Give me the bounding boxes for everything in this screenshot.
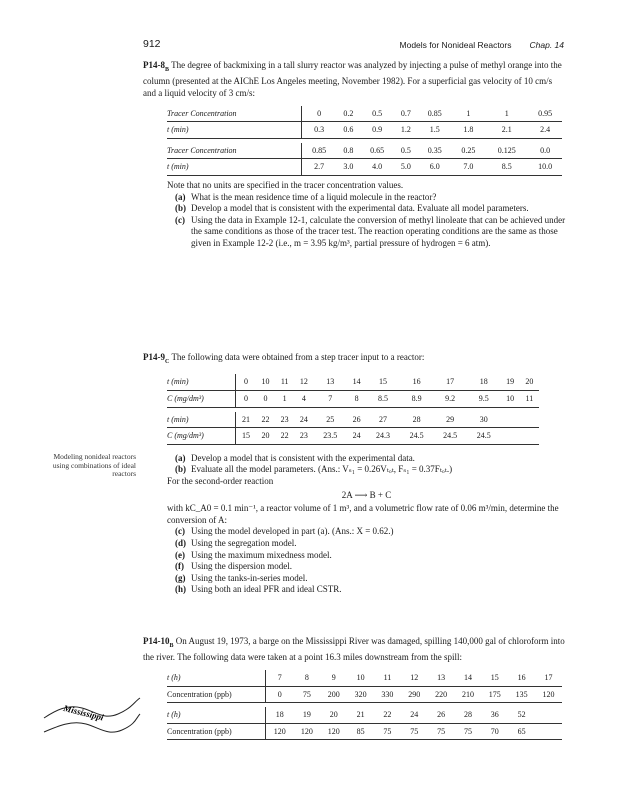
table-cell: Tracer Concentration — [167, 143, 302, 159]
table-cell: 21 — [236, 412, 256, 428]
list-item: (c) Using the model developed in part (a). (Ans.: X = 0.62.) — [175, 526, 394, 537]
table-cell: 0.8 — [336, 143, 360, 159]
table-cell: 15 — [366, 374, 400, 390]
step-tracer-table — [167, 374, 539, 444]
table-row — [167, 159, 562, 176]
table-cell: C (mg/dm³) — [167, 390, 236, 407]
table-cell — [520, 412, 539, 428]
table-row — [167, 686, 562, 703]
table-cell: 1 — [485, 106, 528, 122]
table-cell: 0 — [256, 390, 275, 407]
problem-14-10 — [143, 636, 566, 744]
table-cell: 25 — [313, 412, 347, 428]
table-cell: 210 — [455, 686, 482, 703]
table-cell: 135 — [508, 686, 535, 703]
problem-14-9-statement — [143, 352, 566, 368]
table-cell: 24.3 — [366, 428, 400, 445]
problem-text: The degree of backmixing in a tall slurry reactor was analyzed by injecting a pulse of methyl orange into the column (presented at the AIChE Los Angeles meeting, November 1982). For a superficial gas velocity of 10 cm/s and a liquid velocity of 3 cm/s: — [143, 60, 562, 98]
table-cell: 24 — [294, 412, 313, 428]
note-text: Note that no units are specified in the tracer concentration values. — [167, 179, 404, 190]
problem-id: $P14-10_B$ — [143, 636, 174, 649]
river-sketch-icon — [42, 692, 142, 740]
part-list — [167, 192, 566, 250]
table-cell: 7 — [313, 390, 347, 407]
table-cell: 10 — [347, 670, 374, 686]
table-cell: 21 — [347, 707, 374, 723]
table-cell: 20 — [256, 428, 275, 445]
table-cell: t (min) — [167, 412, 236, 428]
table-cell: Concentration (ppb) — [167, 686, 266, 703]
table-cell: 3.0 — [336, 159, 360, 176]
table-cell: 1 — [275, 390, 294, 407]
table-cell: 330 — [374, 686, 401, 703]
table-row — [167, 412, 539, 428]
table-cell: 0 — [236, 390, 256, 407]
table-cell: 23 — [275, 412, 294, 428]
table-cell: 0.2 — [336, 106, 360, 122]
table-cell: 0 — [302, 106, 337, 122]
conditions-text: with kC_A0 = 0.1 min⁻¹, a reactor volume of 1 m³, and a volumetric flow rate of 0.06 m³/min, determine the conversion of A: — [167, 503, 559, 525]
part-list — [167, 526, 566, 596]
problem-14-10-statement — [143, 636, 566, 664]
table-cell: 0.95 — [528, 106, 562, 122]
table-cell: 13 — [428, 670, 455, 686]
table-cell: 0.5 — [360, 106, 394, 122]
table-cell: t (min) — [167, 159, 302, 176]
table-cell: 0.35 — [418, 143, 452, 159]
problem-id: $P14-8_B$ — [143, 60, 170, 73]
table-row — [167, 723, 562, 740]
table-cell: 14 — [347, 374, 366, 390]
table-cell: 0 — [266, 686, 294, 703]
table-row — [167, 122, 562, 139]
list-item: (c) Using the data in Example 12-1, calculate the conversion of methyl linoleate that can be achieved under the same conditions as those of the tracer test. The reaction operating conditions are the same as those given in Example 12-2 (i.e., m = 3.95 kg/m³, partial pressure of hydrogen = 6 atm). — [175, 214, 566, 248]
table-cell: 0 — [236, 374, 256, 390]
table-cell: 1.8 — [452, 122, 486, 139]
table-cell: 120 — [535, 686, 562, 703]
table-cell: 0.9 — [360, 122, 394, 139]
list-item: (e) Using the maximum mixedness model. — [175, 549, 332, 560]
table-row — [167, 390, 539, 407]
table-cell: 85 — [347, 723, 374, 740]
table-cell: 0.85 — [418, 106, 452, 122]
list-item: (h) Using both an ideal PFR and ideal CSTR. — [175, 584, 342, 595]
table-cell: 8.5 — [366, 390, 400, 407]
table-cell: 22 — [256, 412, 275, 428]
list-item: (b) Evaluate all the model parameters. (Ans.: Vₛ₁ = 0.26Vₜₒₜ, Fₛ₁ = 0.37Fₜₒₜ.) — [175, 464, 453, 475]
part-list — [167, 453, 566, 476]
table-cell: 28 — [400, 412, 434, 428]
table-cell: 0.3 — [302, 122, 337, 139]
table-cell: 5.0 — [394, 159, 418, 176]
table-cell: 7.0 — [452, 159, 486, 176]
table-cell: 0.85 — [302, 143, 337, 159]
table-cell: 29 — [433, 412, 467, 428]
table-cell: t (h) — [167, 707, 266, 723]
problem-id: $P14-9_C$ — [143, 352, 170, 365]
table-cell: Concentration (ppb) — [167, 723, 266, 740]
table-cell: 9.5 — [467, 390, 501, 407]
margin-note: Modeling nonideal reactors using combinations of ideal reactors — [52, 452, 136, 479]
table-cell: 23 — [294, 428, 313, 445]
table-row — [167, 707, 562, 723]
table-cell: 75 — [428, 723, 455, 740]
table-row — [167, 670, 562, 686]
table-cell: 9.2 — [433, 390, 467, 407]
table-cell: 8.5 — [485, 159, 528, 176]
problem-text: The following data were obtained from a step tracer input to a reactor: — [171, 352, 425, 362]
problem-14-9 — [143, 352, 566, 596]
table-cell: 24.5 — [467, 428, 501, 445]
table-cell: 11 — [275, 374, 294, 390]
table-row — [167, 143, 562, 159]
table-cell: t (min) — [167, 122, 302, 139]
table-cell: 17 — [535, 670, 562, 686]
table-cell: 18 — [266, 707, 294, 723]
table-cell: 8.9 — [400, 390, 434, 407]
list-item: (a) What is the mean residence time of a liquid molecule in the reactor? — [175, 191, 437, 202]
table-cell: 24.5 — [433, 428, 467, 445]
table-cell — [501, 412, 520, 428]
table-cell: t (h) — [167, 670, 266, 686]
table-cell: 75 — [293, 686, 320, 703]
table-cell: 0.0 — [528, 143, 562, 159]
table-cell: 16 — [508, 670, 535, 686]
table-cell: 1.2 — [394, 122, 418, 139]
table-cell: 7 — [266, 670, 294, 686]
table-cell: 30 — [467, 412, 501, 428]
table-cell: 20 — [520, 374, 539, 390]
chloroform-table — [167, 670, 562, 740]
problem-14-8 — [143, 60, 566, 250]
table-cell: 0.7 — [394, 106, 418, 122]
table-row — [167, 374, 539, 390]
table-cell: 11 — [520, 390, 539, 407]
table-cell: 14 — [455, 670, 482, 686]
table-cell: 0.65 — [360, 143, 394, 159]
table-cell: 12 — [401, 670, 428, 686]
running-title: Models for Nonideal Reactors — [399, 40, 512, 50]
table-cell: 28 — [455, 707, 482, 723]
table-cell — [501, 428, 520, 445]
table-cell: 0.5 — [394, 143, 418, 159]
table-cell: 1.5 — [418, 122, 452, 139]
table-cell: 75 — [374, 723, 401, 740]
list-item: (g) Using the tanks-in-series model. — [175, 572, 308, 583]
table-cell: 20 — [320, 707, 347, 723]
table-cell: 10.0 — [528, 159, 562, 176]
list-item: (f) Using the dispersion model. — [175, 561, 292, 572]
problem-14-8-statement — [143, 60, 566, 100]
table-cell: 120 — [266, 723, 294, 740]
table-cell: 12 — [294, 374, 313, 390]
table-cell: t (min) — [167, 374, 236, 390]
table-cell: 24 — [401, 707, 428, 723]
table-cell: 10 — [256, 374, 275, 390]
list-item: (d) Using the segregation model. — [175, 537, 297, 548]
table-cell: 26 — [428, 707, 455, 723]
running-header — [400, 40, 564, 50]
table-cell — [535, 723, 562, 740]
problem-14-8-questions — [143, 180, 566, 250]
table-cell: 2.4 — [528, 122, 562, 139]
table-cell — [520, 428, 539, 445]
table-cell: 36 — [481, 707, 508, 723]
table-cell: 2.7 — [302, 159, 337, 176]
table-cell: 19 — [293, 707, 320, 723]
table-cell: 15 — [481, 670, 508, 686]
table-row — [167, 428, 539, 445]
problem-text: On August 19, 1973, a barge on the Mississippi River was damaged, spilling 140,000 gal of chloroform into the river. The following data were taken at a point 16.3 miles downstream from the spill: — [143, 636, 565, 663]
page-number: 912 — [143, 38, 161, 50]
table-cell: 70 — [481, 723, 508, 740]
table-cell: 320 — [347, 686, 374, 703]
reaction-equation: 2A ⟶ B + C — [341, 489, 392, 500]
tracer-table — [167, 106, 562, 176]
reaction-intro: For the second-order reaction — [167, 475, 274, 486]
table-cell: 120 — [293, 723, 320, 740]
table-cell: 220 — [428, 686, 455, 703]
table-cell: 75 — [455, 723, 482, 740]
table-cell: 8 — [293, 670, 320, 686]
table-cell: 27 — [366, 412, 400, 428]
table-cell: 16 — [400, 374, 434, 390]
table-cell: 24.5 — [400, 428, 434, 445]
table-cell: 290 — [401, 686, 428, 703]
problem-14-9-questions — [143, 453, 566, 596]
table-cell: 26 — [347, 412, 366, 428]
table-cell: 1 — [452, 106, 486, 122]
table-cell: 13 — [313, 374, 347, 390]
table-cell: 23.5 — [313, 428, 347, 445]
list-item: (a) Develop a model that is consistent with the experimental data. — [175, 452, 415, 463]
table-cell: 4.0 — [360, 159, 394, 176]
table-cell: 4 — [294, 390, 313, 407]
table-cell: 17 — [433, 374, 467, 390]
table-cell: 65 — [508, 723, 535, 740]
table-cell: 120 — [320, 723, 347, 740]
table-cell: 9 — [320, 670, 347, 686]
table-cell: 15 — [236, 428, 256, 445]
table-cell: 6.0 — [418, 159, 452, 176]
table-cell: C (mg/dm³) — [167, 428, 236, 445]
table-cell: 8 — [347, 390, 366, 407]
table-cell: 19 — [501, 374, 520, 390]
list-item: (b) Develop a model that is consistent with the experimental data. Evaluate all model parameters. — [175, 203, 529, 214]
table-cell: 11 — [374, 670, 401, 686]
table-cell: 0.125 — [485, 143, 528, 159]
table-cell: 0.25 — [452, 143, 486, 159]
table-cell: 22 — [374, 707, 401, 723]
table-cell: 22 — [275, 428, 294, 445]
table-cell: 10 — [501, 390, 520, 407]
table-cell: 175 — [481, 686, 508, 703]
table-cell: 75 — [401, 723, 428, 740]
table-cell: Tracer Concentration — [167, 106, 302, 122]
chapter-label: Chap. 14 — [529, 40, 564, 50]
table-cell: 2.1 — [485, 122, 528, 139]
sketch-label: Mississippi — [62, 702, 105, 723]
table-cell: 200 — [320, 686, 347, 703]
table-cell: 24 — [347, 428, 366, 445]
table-cell — [535, 707, 562, 723]
table-cell: 52 — [508, 707, 535, 723]
table-cell: 0.6 — [336, 122, 360, 139]
table-cell: 18 — [467, 374, 501, 390]
table-row — [167, 106, 562, 122]
